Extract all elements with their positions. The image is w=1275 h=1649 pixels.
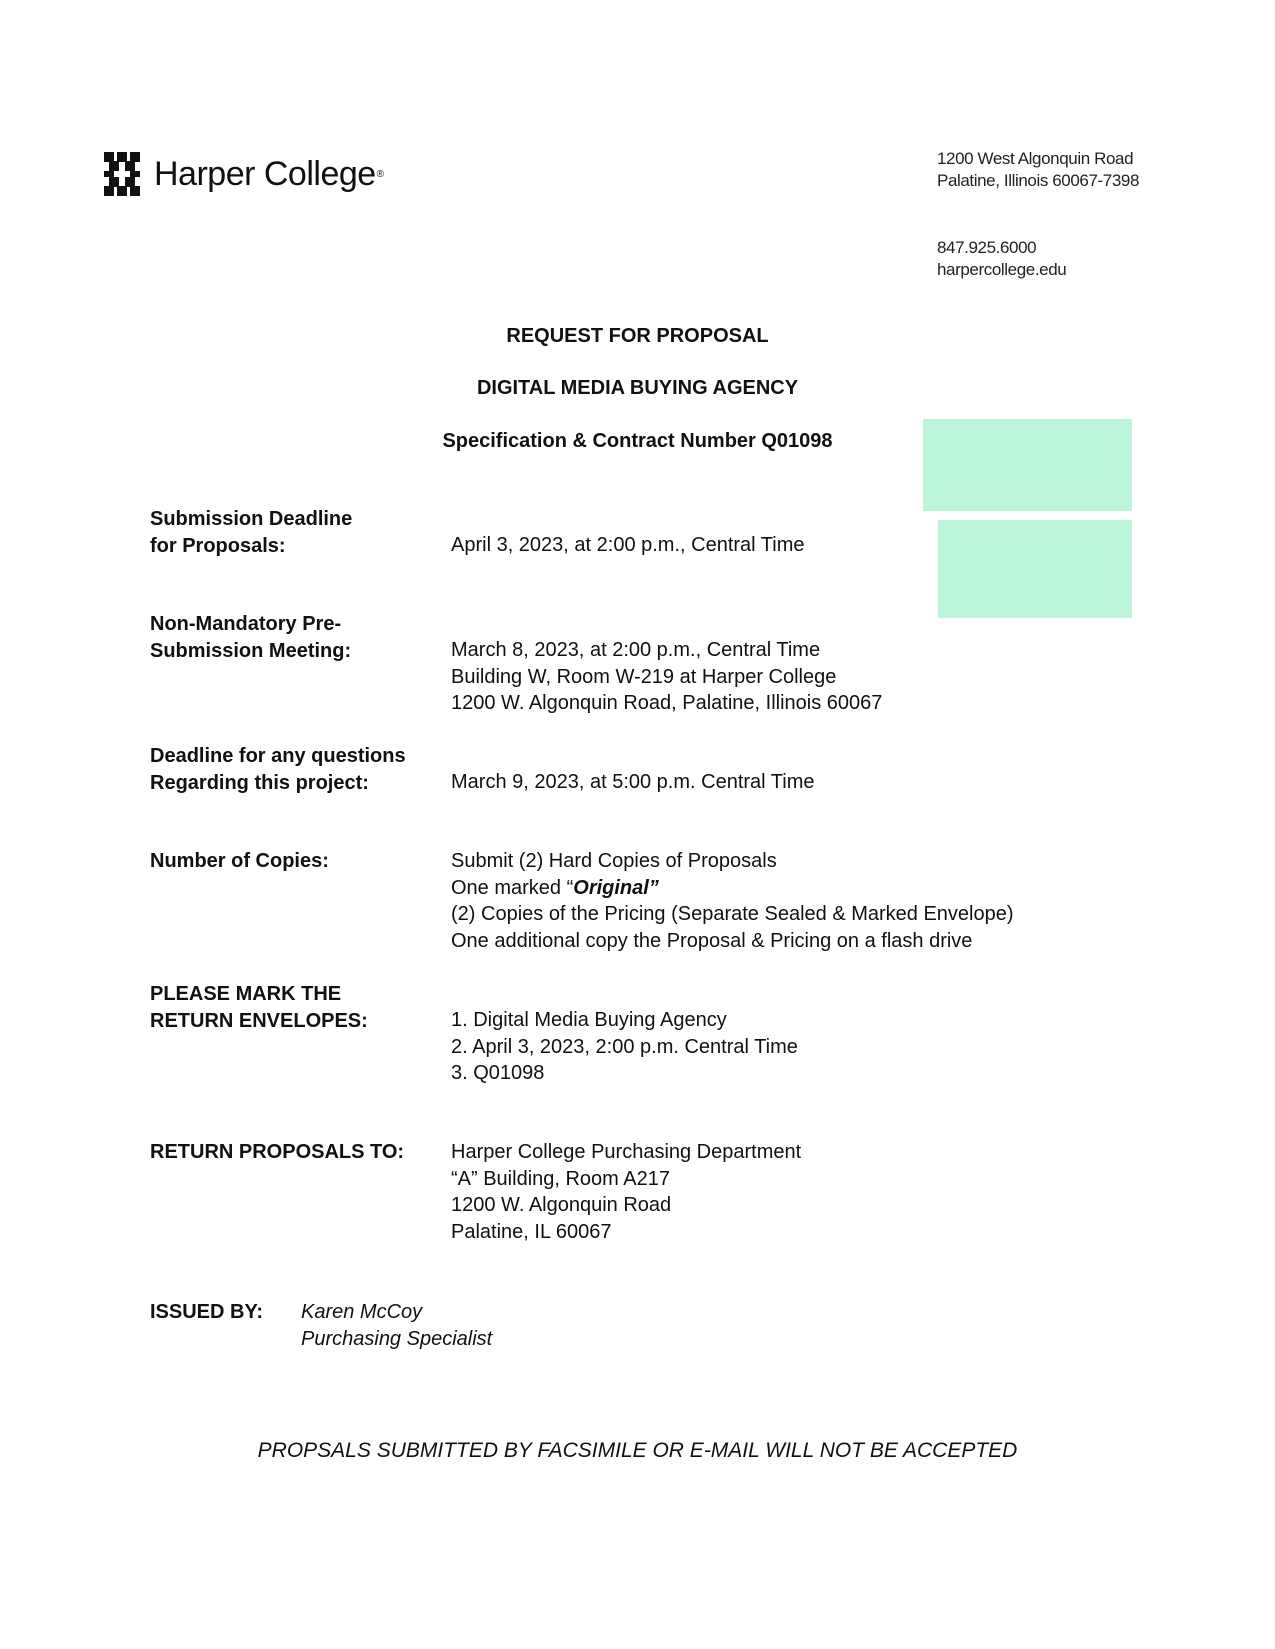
phone-number: 847.925.6000 [937,238,1037,257]
questions-deadline-value: March 9, 2023, at 5:00 p.m. Central Time [451,771,815,793]
return-proposals-address [451,1139,801,1245]
address-line-2: Palatine, Illinois 60067-7398 [937,171,1139,190]
college-contact [937,237,1066,281]
list-item: 1. Digital Media Buying Agency [451,1009,727,1031]
value-line: 1200 W. Algonquin Road [451,1194,672,1216]
label-line: Submission Deadline [150,508,353,530]
value-line: 1200 W. Algonquin Road, Palatine, Illinois 60067 [451,692,883,714]
address-line-1: 1200 West Algonquin Road [937,149,1134,168]
registered-mark-icon: ® [376,168,385,180]
label-line: Submission Meeting: [150,639,352,662]
original-emphasis: Original” [573,876,659,899]
logo-wordmark: Harper College [154,155,376,193]
list-item: 3. Q01098 [451,1062,545,1084]
value-text: One marked “ [451,876,574,899]
value-line [451,875,1014,902]
value-line: Harper College Purchasing Department [451,1141,802,1163]
redaction-box-1 [923,419,1132,511]
contract-number-title: Specification & Contract Number Q01098 [442,430,833,452]
value-line: March 8, 2023, at 2:00 p.m., Central Time [451,639,821,661]
issuer-title: Purchasing Specialist [301,1327,493,1350]
harper-logo-mark-icon [104,152,140,196]
mark-envelopes-label [150,981,368,1034]
pre-submission-meeting-value [451,637,882,717]
value-line: (2) Copies of the Pricing (Separate Sealed & Marked Envelope) [451,903,1014,925]
number-of-copies-value [451,848,1014,954]
issued-by-value [301,1299,492,1352]
label-line: PLEASE MARK THE [150,983,342,1005]
value-line: Building W, Room W-219 at Harper College [451,665,837,688]
value-line: Submit (2) Hard Copies of Proposals [451,850,777,872]
college-address [937,148,1139,192]
submission-deadline-label [150,506,352,559]
label-line: Non-Mandatory Pre- [150,613,342,635]
label-line: Deadline for any questions [150,745,406,767]
project-title: DIGITAL MEDIA BUYING AGENCY [476,377,799,399]
value-line: One additional copy the Proposal & Pricing on a flash drive [451,929,973,952]
issued-by-label: ISSUED BY: [150,1301,263,1323]
issuer-name: Karen McCoy [301,1301,423,1323]
label-line: Regarding this project: [150,771,369,794]
submission-deadline-value: April 3, 2023, at 2:00 p.m., Central Time [451,534,805,556]
value-line: “A” Building, Room A217 [451,1167,671,1190]
questions-deadline-label [150,743,406,796]
harper-college-logo [104,152,384,196]
list-item: 2. April 3, 2023, 2:00 p.m. Central Time [451,1035,798,1058]
redaction-box-2 [938,520,1132,618]
submission-warning: PROPSALS SUBMITTED BY FACSIMILE OR E-MAIL WILL NOT BE ACCEPTED [257,1439,1018,1462]
website: harpercollege.edu [937,260,1067,279]
return-proposals-label: RETURN PROPOSALS TO: [150,1141,405,1163]
label-line: RETURN ENVELOPES: [150,1009,368,1032]
mark-envelopes-list [451,1007,798,1087]
document-title: REQUEST FOR PROPOSAL [506,325,769,347]
value-line: Palatine, IL 60067 [451,1220,612,1243]
label-line: for Proposals: [150,534,286,557]
pre-submission-meeting-label [150,611,351,664]
number-of-copies-label: Number of Copies: [150,850,329,872]
